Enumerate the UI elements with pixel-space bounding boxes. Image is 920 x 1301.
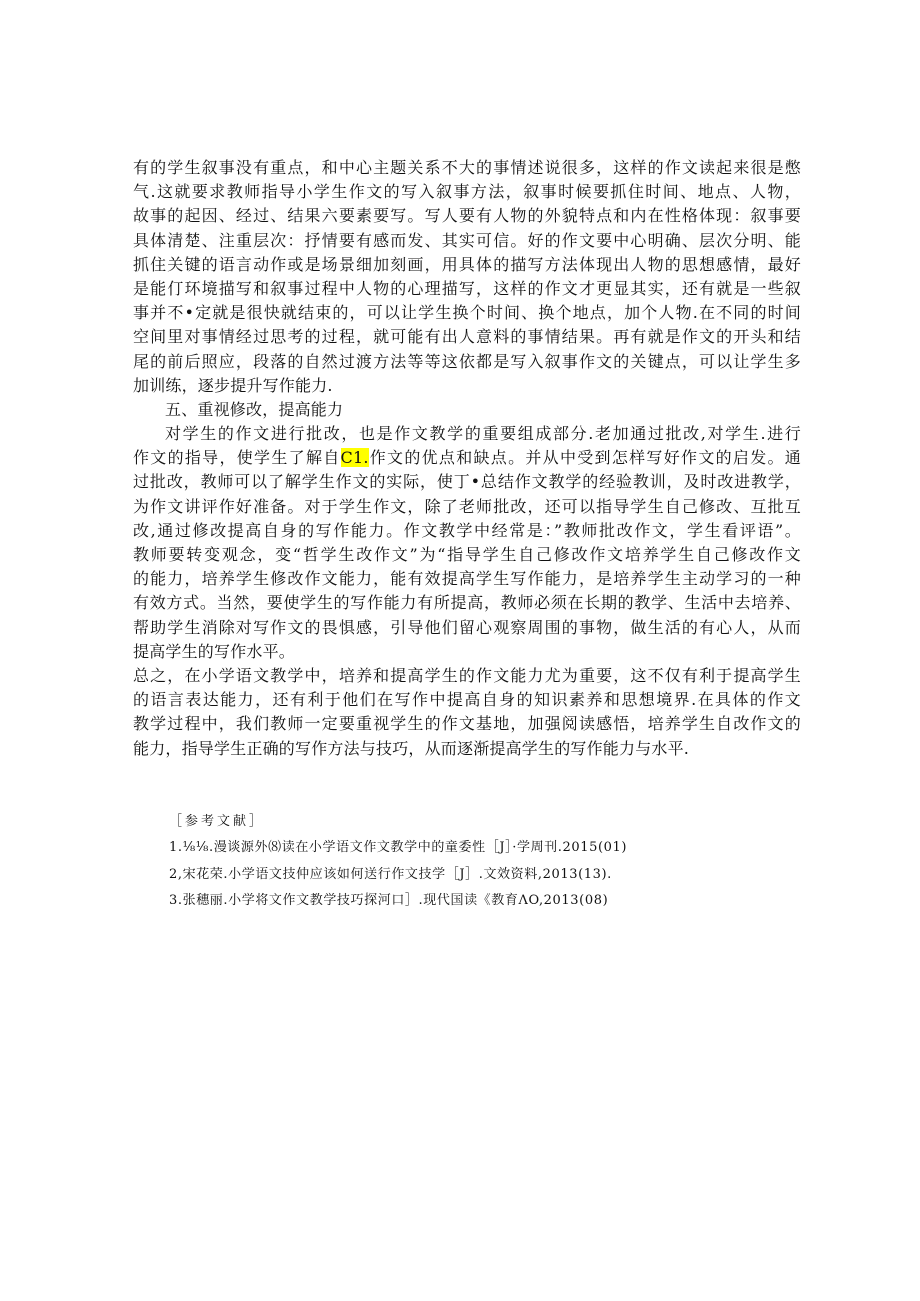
section-heading: 五、重视修改，提高能力 xyxy=(165,399,344,419)
reference-item: 2,宋花荣.小学语文技仲应该如何送行作文技学［J］.文效资料,2013(13). xyxy=(169,866,612,882)
text-line: 有效方式。当然，要使学生的写作能力有所提高，教师必须在长期的教学、生活中去培养、 xyxy=(133,593,801,613)
paragraph-narration xyxy=(133,156,801,398)
text-line: 提高学生的写作水平。 xyxy=(133,641,296,661)
text-line: 故事的起因、经过、结果六要素要写。写人要有人物的外貌特点和内在性格体现：叙事要 xyxy=(133,206,801,226)
text-line: 加训练，逐步提升写作能力. xyxy=(133,375,333,395)
document-page xyxy=(133,156,801,915)
text-line: 抓住关键的语言动作或是场景细加刻画，用具体的描写方法体现出人物的思想感情，最好 xyxy=(133,254,801,274)
text-line: 过批改，教师可以了解学生作文的实际，使丁•总结作文教学的经验教训，及时改进教学， xyxy=(133,472,801,492)
text-line: 具体清楚、注重层次：抒情要有感而发、其实可信。好的作文要中心明确、层次分明、能 xyxy=(133,230,801,250)
paragraph-revision xyxy=(133,422,801,664)
text-line: 气.这就要求教师指导小学生作文的写入叙事方法，叙事时候要抓住时间、地点、人物， xyxy=(133,182,801,202)
text-line: 空间里对事情经过思考的过程，就可能有出人意料的事情结果。再有就是作文的开头和结 xyxy=(133,327,801,347)
text-line xyxy=(133,446,801,470)
text-line: 是能仃环境描写和叙事过程中人物的心理描写，这样的作文才更显其实，还有就是一些叙 xyxy=(133,278,801,298)
text-line: 为作文讲评作好准备。对于学生作文，除了老师批改，还可以指导学生自己修改、互批互 xyxy=(133,496,801,516)
reference-item: 3.张穗丽.小学将文作文教学技巧探河口］.现代国读《教育ΛO,2013(08) xyxy=(169,893,609,909)
text-segment: 作文的指导，使学生了解自 xyxy=(133,448,341,468)
text-line: 对学生的作文进行批改，也是作文教学的重要组成部分.老加通过批改,对学生.进行 xyxy=(165,424,801,444)
references-title: ［参考文献］ xyxy=(169,813,266,829)
text-line: 尾的前后照应，段落的自然过渡方法等等这依都是写入叙事作文的关键点，可以让学生多 xyxy=(133,351,801,371)
text-line: 能力，指导学生正确的写作方法与技巧，从而逐渐提高学生的写作能力与水平. xyxy=(133,738,690,758)
text-line: 的能力，培养学生修改作文能力，能有效提高学生写作能力，是培养学生主动学习的一种 xyxy=(133,569,801,589)
reference-item: 1.⅛⅛.漫谈源外⑻读在小学语文作文教学中的童委性［J］·学周刊.2015(01) xyxy=(169,840,628,856)
paragraph-conclusion xyxy=(133,664,801,761)
text-line: 教师要转变观念，变“哲学生改作文”为“指导学生自己修改作文培养学生自己修改作文 xyxy=(133,545,801,564)
text-line: 的语言表达能力，还有利于他们在写作中提高自身的知识素养和思想境界.在具体的作文 xyxy=(133,690,801,710)
text-line: 事并不•定就是很快就结束的，可以让学生换个时间、换个地点，加个人物.在不同的时间 xyxy=(133,303,801,323)
spacer xyxy=(133,761,801,809)
text-line: 帮助学生消除对写作文的畏惧感，引导他们留心观察周围的事物，做生活的有心人，从而 xyxy=(133,617,801,637)
text-line: 改,通过修改提高自身的写作能力。作文教学中经常是：”教师批改作文，学生看评语”。 xyxy=(133,520,801,540)
text-line: 总之，在小学语文教学中，培养和提高学生的作文能力尤为重要，这不仅有利于提高学生 xyxy=(133,665,801,685)
text-line: 有的学生叙事没有重点，和中心主题关系不大的事情述说很多，这样的作文读起来很是憋 xyxy=(133,158,801,177)
text-line: 教学过程中，我们教师一定要重视学生的作文基地，加强阅读感悟，培养学生自改作文的 xyxy=(133,714,801,734)
references-section xyxy=(169,809,801,915)
highlighted-text: C1. xyxy=(340,448,369,468)
text-segment: 作文的优点和缺点。并从中受到怎样写好作文的启发。通 xyxy=(368,448,801,468)
